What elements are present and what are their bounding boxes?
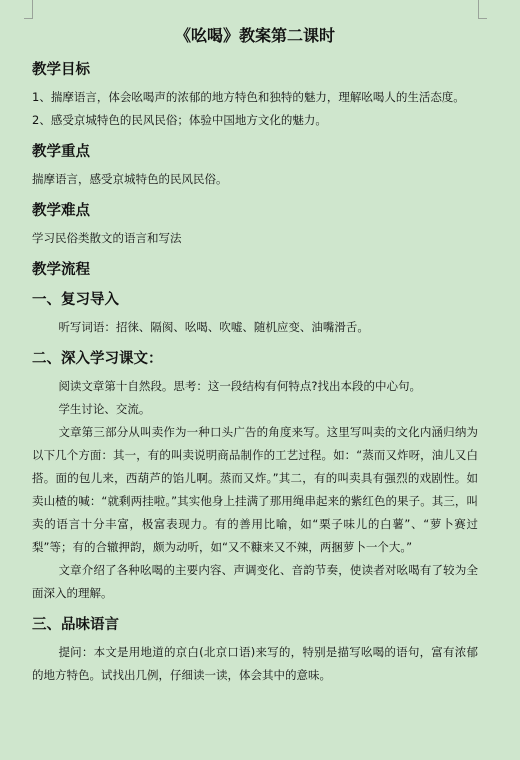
review-text: 听写词语：招徕、隔阂、吆喝、吹嘘、随机应变、油嘴滑舌。 [58,320,369,334]
document-page [32,22,478,687]
difficulty-text: 学习民俗类散文的语言和写法 [32,231,182,245]
study-paragraph: 学生讨论、交流。 [58,402,151,416]
crop-mark-top-left [24,0,33,19]
focus-text: 揣摩语言，感受京城特色的民风民俗。 [32,172,228,186]
study-heading: 二、深入学习课文： [32,351,163,367]
goals-heading: 教学目标 [32,62,90,78]
goal-item: 1、揣摩语言，体会吆喝声的浓郁的地方特色和独特的魅力，理解吆喝人的生活态度。 [32,90,465,104]
focus-heading: 教学重点 [32,144,90,160]
taste-text: 提问：本文是用地道的京白(北京口语)来写的，特别是描写吆喝的语句，富有浓郁的地方特色。试找出几例，仔细读一读，体会其中的意味。 [32,645,478,682]
study-paragraph: 阅读文章第十自然段。思考：这一段结构有何特点?找出本段的中心句。 [58,379,422,393]
difficulty-heading: 教学难点 [32,203,90,219]
process-heading: 教学流程 [32,262,90,278]
review-heading: 一、复习导入 [32,292,119,308]
taste-heading: 三、品味语言 [32,617,119,633]
study-paragraph: 文章第三部分从叫卖作为一种口头广告的角度来写。这里写叫卖的文化内涵归纳为以下几个方面：其一，有的叫卖说明商品制作的工艺过程。如：“蒸而又炸呀，油儿又白搭。面的包儿来，西葫芦的馅儿啊。蒸而又炸。”其二，有的叫卖具有强烈的戏剧性。如卖山楂的喊：“就剩两挂啦。”其实他身上挂满了那用绳串起来的紫红色的果子。其三，叫卖的语言十分丰富，极富表现力。有的善用比喻，如“栗子味儿的白薯”、“萝卜赛过梨”等；有的合辙押韵，颇为动听，如“又不糠来又不辣，两捆萝卜一个大。” [32,425,478,554]
study-paragraph: 文章介绍了各种吆喝的主要内容、声调变化、音韵节奏，使读者对吆喝有了较为全面深入的理解。 [32,563,478,600]
goal-item: 2、感受京城特色的民风民俗；体验中国地方文化的魅力。 [32,113,327,127]
document-title: 《吆喝》教案第二课时 [174,26,335,45]
crop-mark-top-right [478,0,487,19]
